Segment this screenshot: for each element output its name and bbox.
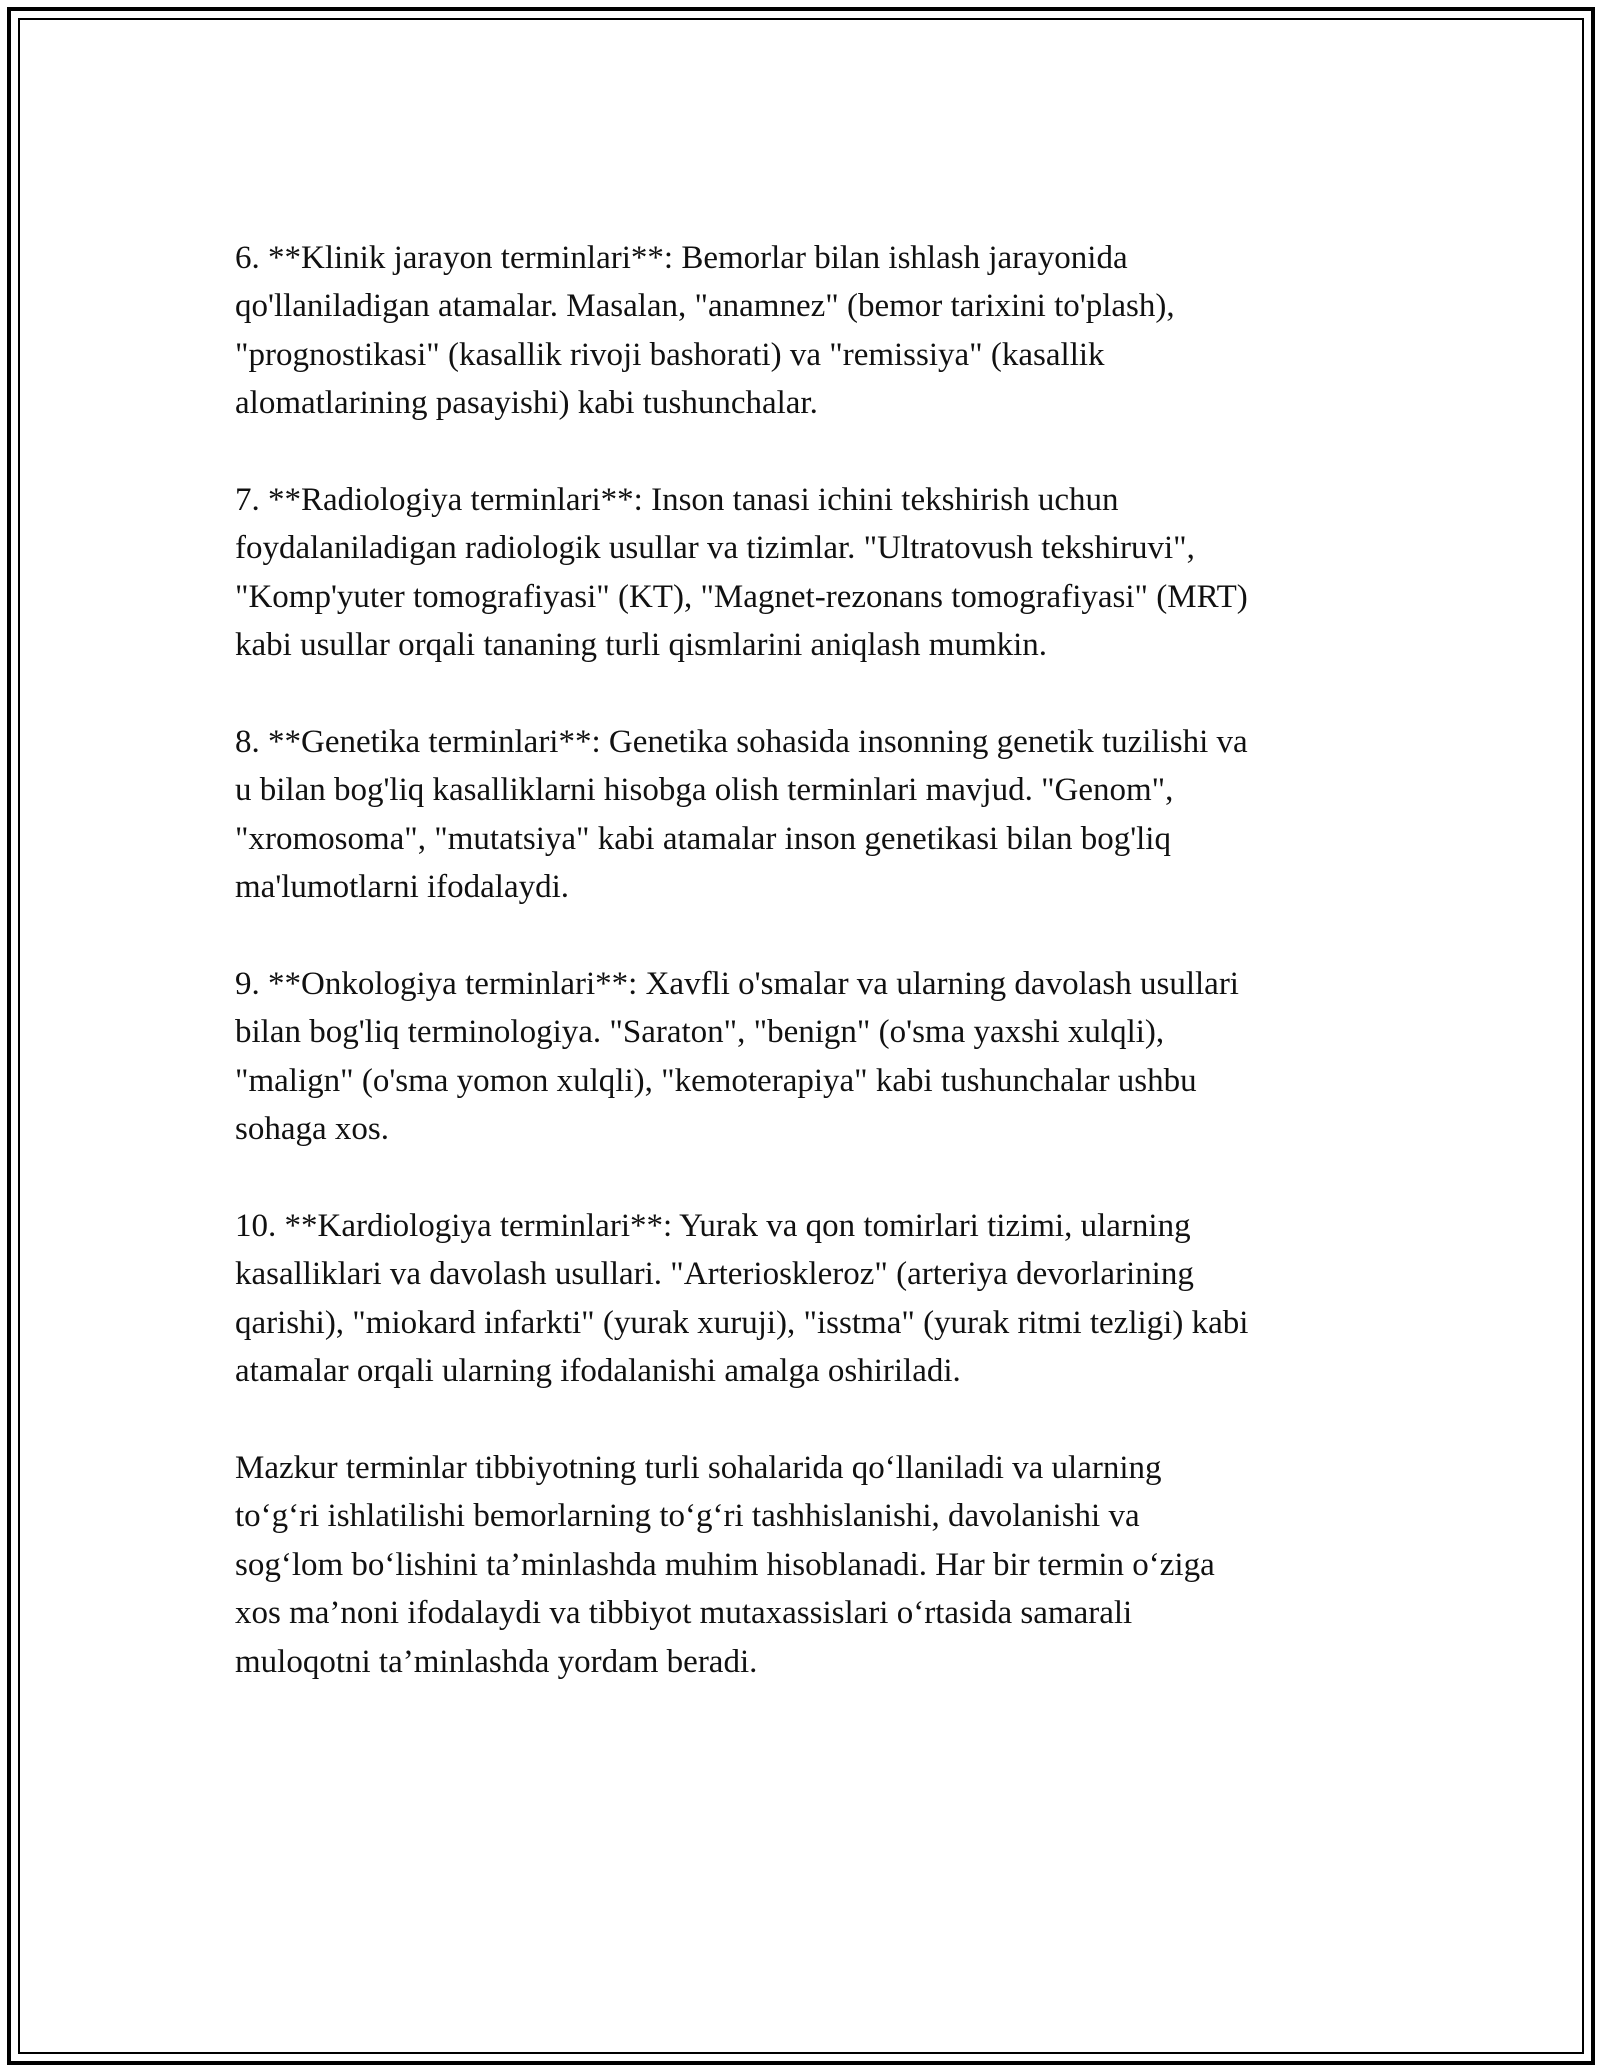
text-line: 10. **Kardiologiya terminlari**: Yurak va qon tomirlari tizimi, ularning — [235, 1208, 1191, 1245]
text-line: kabi usullar orqali tananing turli qismlarini aniqlash mumkin. — [235, 627, 1048, 664]
paragraph-cardiology-terms — [235, 1202, 1395, 1396]
text-line: xos ma’noni ifodalaydi va tibbiyot mutaxassislari o‘rtasida samarali — [235, 1595, 1133, 1632]
paragraph-radiology-terms — [235, 476, 1395, 670]
text-line: sohaga xos. — [235, 1111, 389, 1148]
text-line: 8. **Genetika terminlari**: Genetika sohasida insonning genetik tuzilishi va — [235, 724, 1248, 761]
text-line: to‘g‘ri ishlatilishi bemorlarning to‘g‘ri tashhislanishi, davolanishi va — [235, 1498, 1140, 1535]
text-line: "prognostikasi" (kasallik rivoji bashorati) va "remissiya" (kasallik — [235, 336, 1105, 373]
text-line: qarishi), "miokard infarkti" (yurak xuruji), "isstma" (yurak ritmi tezligi) kabi — [235, 1304, 1249, 1341]
text-line: 9. **Onkologiya terminlari**: Xavfli o'smalar va ularning davolash usullari — [235, 966, 1239, 1003]
text-line: qo'llaniladigan atamalar. Masalan, "anamnez" (bemor tarixini to'plash), — [235, 288, 1175, 325]
document-body — [235, 234, 1395, 1735]
text-line: 7. **Radiologiya terminlari**: Inson tanasi ichini tekshirish uchun — [235, 482, 1119, 519]
text-line: 6. **Klinik jarayon terminlari**: Bemorlar bilan ishlash jarayonida — [235, 240, 1128, 276]
text-line: "xromosoma", "mutatsiya" kabi atamalar inson genetikasi bilan bog'liq — [235, 820, 1171, 857]
paragraph-clinical-terms — [235, 234, 1395, 428]
text-line: foydalaniladigan radiologik usullar va tizimlar. "Ultratovush tekshiruvi", — [235, 530, 1195, 567]
paragraph-oncology-terms — [235, 960, 1395, 1154]
text-line: Mazkur terminlar tibbiyotning turli sohalarida qo‘llaniladi va ularning — [235, 1450, 1162, 1487]
text-line: bilan bog'liq terminologiya. "Saraton", "benign" (o'sma yaxshi xulqli), — [235, 1014, 1165, 1051]
text-line: "Komp'yuter tomografiyasi" (KT), "Magnet-rezonans tomografiyasi" (MRT) — [235, 578, 1248, 615]
text-line: "malign" (o'sma yomon xulqli), "kemoterapiya" kabi tushunchalar ushbu — [235, 1062, 1197, 1099]
text-line: muloqotni ta’minlashda yordam beradi. — [235, 1643, 758, 1680]
text-line: atamalar orqali ularning ifodalanishi amalga oshiriladi. — [235, 1353, 961, 1390]
text-line: alomatlarining pasayishi) kabi tushunchalar. — [235, 385, 818, 422]
text-line: u bilan bog'liq kasalliklarni hisobga olish terminlari mavjud. "Genom", — [235, 772, 1174, 809]
text-line: kasalliklari va davolash usullari. "Arterioskleroz" (arteriya devorlarining — [235, 1256, 1194, 1293]
text-line: sog‘lom bo‘lishini ta’minlashda muhim hisoblanadi. Har bir termin o‘ziga — [235, 1546, 1215, 1583]
paragraph-conclusion — [235, 1444, 1395, 1686]
paragraph-genetics-terms — [235, 718, 1395, 912]
text-line: ma'lumotlarni ifodalaydi. — [235, 869, 570, 906]
